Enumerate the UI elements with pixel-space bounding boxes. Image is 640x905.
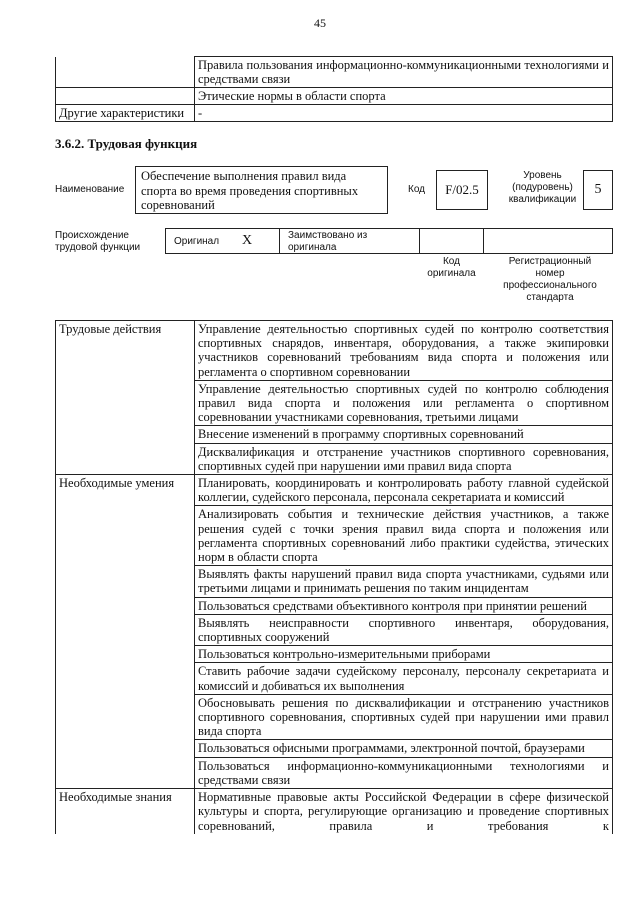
skill-item: Обосновывать решения по дисквалификации и отстранению участников спортивного соревнования, спортивных судей при нарушении ими правил вида спорта [195,694,613,740]
borrowed-label-line: Заимствовано из [288,230,368,241]
borrowed-label [288,230,367,254]
table-cell: - [195,105,613,122]
skill-item: Пользоваться офисными программами, электронной почтой, браузерами [195,740,613,757]
origin-label [55,230,140,254]
caption-line: профессионального [503,280,597,291]
labor-action-item: Внесение изменений в программу спортивных соревнований [195,426,613,443]
origin-label-line: Происхождение [55,230,129,241]
borrowed-label-line: оригинала [288,242,337,253]
knowledge-heading: Необходимые знания [56,789,195,834]
code-label: Код [408,184,426,195]
table-row [56,789,613,834]
original-label: Оригинал [174,236,220,247]
knowledge-item: Нормативные правовые акты Российской Федерации в сфере физической культуры и спорта, регулирующие организацию и проведение спортивных соревнований, правила и требования к [195,789,613,834]
table-row [56,105,613,122]
table-cell [56,57,195,88]
table-cell [56,88,195,105]
level-label [505,170,580,206]
skill-item: Планировать, координировать и контролировать работу главной судейской коллегии, судейского персонала, персонала секретариата и комиссий [195,475,613,506]
level-label-line: Уровень [523,170,562,181]
origin-label-line: трудовой функции [55,242,141,253]
labor-actions-heading: Трудовые действия [56,321,195,475]
function-name-box: Обеспечение выполнения правил вида спорта во время проведения спортивных соревнований [135,166,388,214]
caption-line: стандарта [526,292,574,303]
table-cell: Этические нормы в области спорта [195,88,613,105]
reg-number-caption [490,256,610,304]
skill-item: Пользоваться информационно-коммуникационными технологиями и средствами связи [195,757,613,788]
function-details-table [55,320,613,834]
original-mark: X [242,233,253,248]
caption-line: номер [535,268,565,279]
caption-line: Регистрационный [508,256,592,267]
labor-action-item: Управление деятельностью спортивных судей по контролю соблюдения правил вида спорта и положения или регламента о спортивном соревновании участниками соревнования, третьими лицами [195,380,613,426]
skill-item: Пользоваться средствами объективного контроля при принятии решений [195,597,613,614]
skill-item: Выявлять неисправности спортивного инвентаря, оборудования, спортивных сооружений [195,614,613,645]
skill-item: Выявлять факты нарушений правил вида спорта участниками, судьями или третьими лицами и принимать решения по таким инцидентам [195,566,613,597]
skill-item: Пользоваться контрольно-измерительными приборами [195,646,613,663]
level-label-line: квалификации [508,194,577,205]
table-cell: Другие характеристики [56,105,195,122]
table-row [56,321,613,381]
original-cell [165,228,280,254]
skills-heading: Необходимые умения [56,475,195,789]
level-value-box: 5 [583,170,613,210]
caption-line: оригинала [427,268,476,279]
skill-item: Анализировать события и технические действия участников, а также решения судей с точки зрения правил вида спорта и положения или регламента спортивных соревнований либо практики судейства, этических норм в области спорта [195,506,613,566]
table-row [56,57,613,88]
caption-line: Код [442,256,460,267]
level-label-line: (подуровень) [512,182,573,193]
page-number: 45 [314,16,326,30]
name-label: Наименование [55,184,125,195]
section-title: 3.6.2. Трудовая функция [55,136,198,151]
code-original-cell [419,228,484,254]
code-original-caption [419,256,484,280]
labor-action-item: Управление деятельностью спортивных судей по контролю соответствия спортивных снарядов, инвентаря, оборудования, а также экипировки участников соревнований требованиям вида спорта и положения или регламента о спортивном соревновании [195,321,613,381]
continuation-table [55,56,613,122]
borrowed-cell [279,228,420,254]
table-row [56,475,613,506]
function-code-box: F/02.5 [436,170,488,210]
labor-action-item: Дисквалификация и отстранение участников спортивного соревнования, спортивных судей при нарушении ими правил вида спорта [195,443,613,474]
table-row [56,88,613,105]
skill-item: Ставить рабочие задачи судейскому персоналу, персоналу секретариата и комиссий и добиваться их выполнения [195,663,613,694]
table-cell: Правила пользования информационно-коммуникационными технологиями и средствами связи [195,57,613,88]
reg-number-cell [483,228,613,254]
